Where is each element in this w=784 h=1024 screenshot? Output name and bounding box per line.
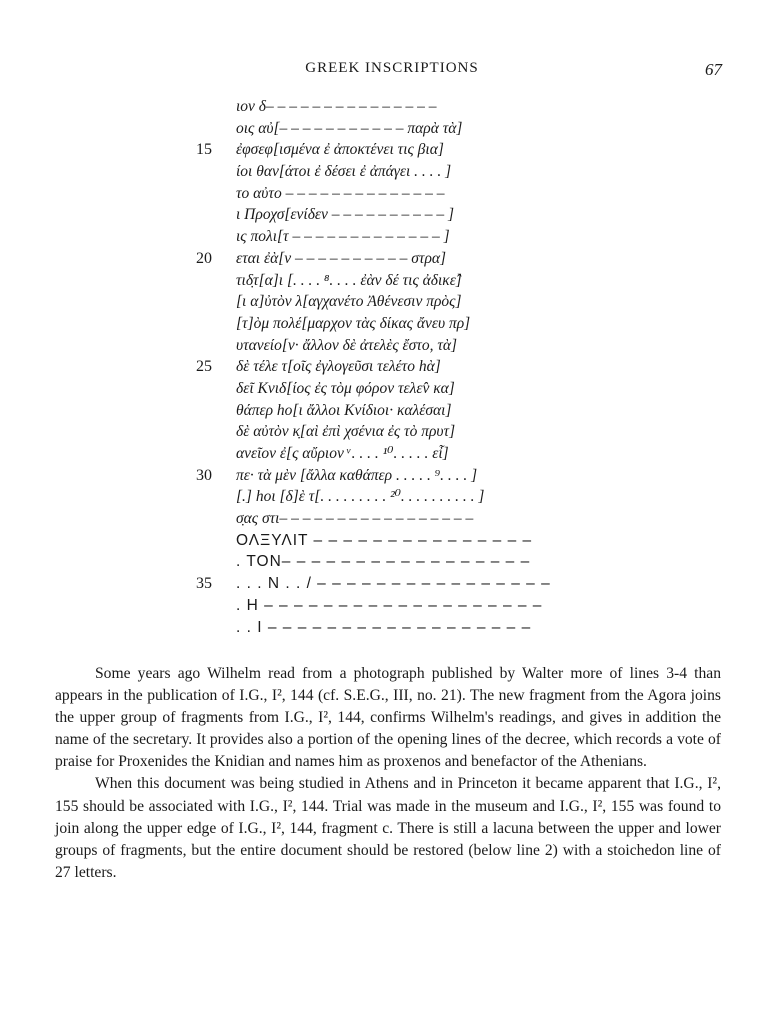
line-text: . . Ι – – – – – – – – – – – – – – – – – – [236,618,532,636]
line-number: 20 [196,249,212,267]
line-number: 15 [196,141,212,159]
inscription-line [0,335,784,357]
inscription-line [0,508,784,530]
line-text: οις αὐ[– – – – – – – – – – – παρὰ τὰ] [236,119,463,137]
inscription-line [0,465,784,487]
inscription-line [0,291,784,313]
inscription-line [0,421,784,443]
inscription-line [0,573,784,595]
inscription-line [0,551,784,573]
line-text: [τ]ὸμ πολέ[μαρχον τὰς δίκας ἄνευ πρ] [236,314,471,332]
inscription-line [0,486,784,508]
inscription-line [0,443,784,465]
line-text: . Η – – – – – – – – – – – – – – – – – – – [236,596,543,614]
line-text: [ι α]ὐτὸν λ[αγχανέτο Ἀθένεσιν πρὸς] [236,293,462,311]
inscription-line [0,400,784,422]
line-text: πε· τὰ μὲν [ἄλλα καθάπερ . . . . . ⁹. . . . ] [236,466,478,484]
inscription-line [0,248,784,270]
inscription-line [0,118,784,140]
line-text: ἐφσεφ[ισμένα ἐ ἀποκτένει τις βια] [236,141,444,159]
inscription-line [0,161,784,183]
line-text: τιδ̣τ[α]ι [. . . . ⁸. . . . ἐὰν δέ τις ἀδικε̂] [236,271,462,289]
line-text: [.] hοι [δ]ὲ τ[. . . . . . . . . ²⁰. . . . . . . . . . ] [236,488,485,506]
inscription-line [0,595,784,617]
line-text: ΟΛΞΥΛΙΤ – – – – – – – – – – – – – – – [236,531,533,549]
inscription-block [0,96,784,638]
running-header-title: GREEK INSCRIPTIONS [305,60,479,76]
inscription-line [0,270,784,292]
line-text: θάπερ hο[ι ἄλλοι Κνίδιοι· καλέσαι] [236,401,452,419]
line-number: 35 [196,575,212,593]
inscription-line [0,183,784,205]
paragraph: Some years ago Wilhelm read from a photograph published by Walter more of lines 3-4 than appears in the publication of I.G., I², 144 (cf. S.E.G., III, no. 21). The new fragment from the Agora joins the upper group of fragments from I.G., I², 144, confirms Wilhelm's readings, and gives in addition the name of the secretary. It provides also a portion of the opening lines of the decree, which records a vote of praise for Proxenides the Knidian and names him as proxenos and benefactor of the Athenians. [55,665,721,771]
line-text: . ΤΟΝ– – – – – – – – – – – – – – – – – [236,553,531,571]
line-text: . . . Ν . . / – – – – – – – – – – – – – – – – [236,575,551,593]
page-number: 67 [705,60,722,79]
body-text [55,663,721,884]
line-text: εται ἐὰ[ν – – – – – – – – – – στρα] [236,249,447,267]
inscription-line [0,96,784,118]
line-text: υτανείο[ν· ἄλλον δὲ ἀτελὲς ἔστο, τὰ] [236,336,458,354]
inscription-line [0,378,784,400]
inscription-line [0,617,784,639]
line-text: ις πολι[τ – – – – – – – – – – – – – ] [236,228,450,246]
inscription-line [0,139,784,161]
paragraph: When this document was being studied in Athens and in Princeton it became apparent that I.G., I², 155 should be associated with I.G., I², 144. Trial was made in the museum and I.G., I², 155 was found to join along the upper edge of I.G., I², 144, fragment c. There is still a lacuna between the upper and lower groups of fragments, but the entire document should be restored (below line 2) with a stoichedon line of 27 letters. [55,775,721,881]
inscription-line [0,313,784,335]
line-text: σ̣ας στι– – – – – – – – – – – – – – – – – [236,510,474,528]
line-text: ανεῖον ἐ[ς αὔριον ͮ . . . . ¹⁰. . . . . εἶ] [236,445,449,462]
line-text: ιον δ– – – – – – – – – – – – – – – [236,98,437,115]
line-number: 25 [196,358,212,376]
inscription-line [0,204,784,226]
line-text: ίοι θαν[άτοι ἐ δέσει ἐ ἀπάγει . . . . ] [236,163,452,181]
inscription-line [0,356,784,378]
line-number: 30 [196,466,212,484]
inscription-line [0,226,784,248]
line-text: το αὐτο – – – – – – – – – – – – – – [236,184,445,202]
inscription-line [0,530,784,552]
line-text: δὲ τέλε τ[οῖς ἐγλογεῦσι τελέτο hὰ] [236,358,441,376]
line-text: δὲ αὐτὸν κ̣[αὶ ἐπὶ χσένια ἐς τὸ πρυτ] [236,423,456,441]
line-text: ι Προχσ[ενίδεν – – – – – – – – – – ] [236,206,455,224]
line-text: δεῖ Κνιδ[ίος ἐς τὸμ φόρον τελε̂ν κα] [236,379,455,397]
